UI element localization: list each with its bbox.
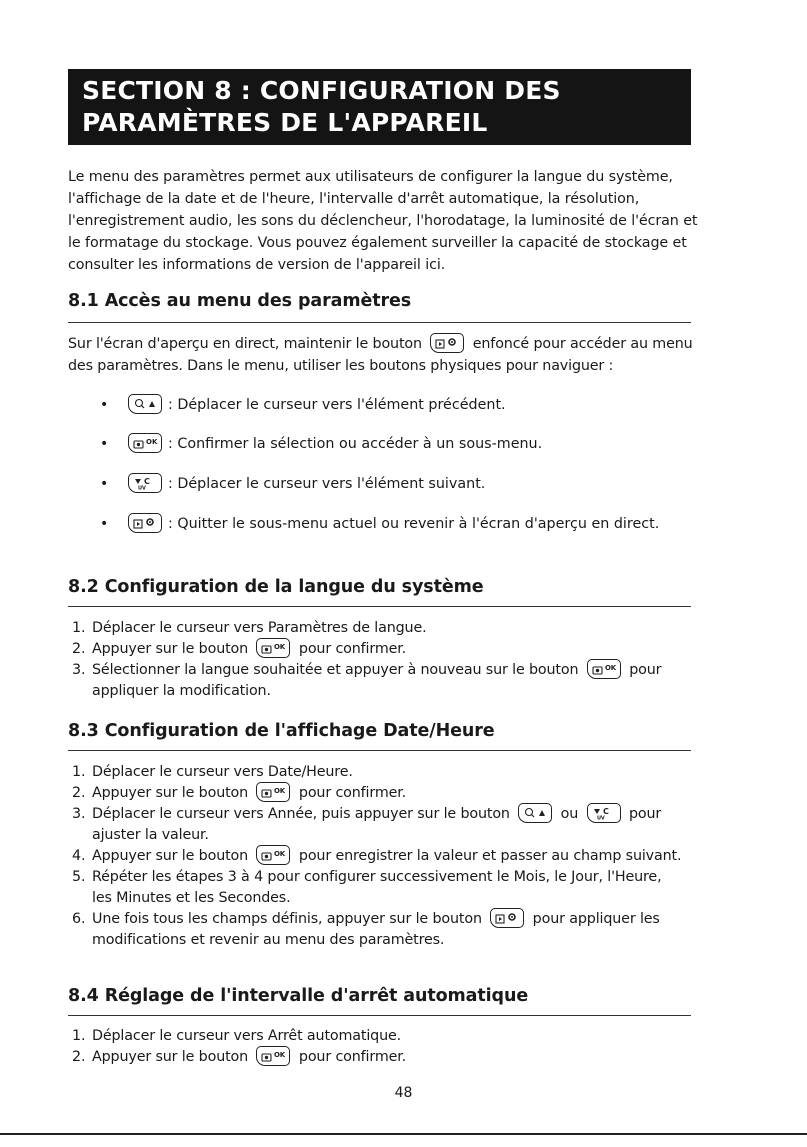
list-item: 6. Une fois tous les champs définis, appuyer sur le bouton pour appliquer les modifications et revenir au menu des paramètres. xyxy=(72,909,712,951)
list-8-2 xyxy=(72,618,712,702)
heading-8-2: 8.2 Configuration de la langue du système xyxy=(68,577,484,597)
bullet-4-text: : Quitter le sous-menu actuel ou revenir à l'écran d'aperçu en direct. xyxy=(168,516,660,532)
bullet-2 xyxy=(100,433,542,455)
list-item: 2. Appuyer sur le bouton OK pour confirmer. xyxy=(72,783,712,804)
bullet-1 xyxy=(100,394,506,416)
bullet-dot: • xyxy=(100,516,109,532)
svg-text:OK: OK xyxy=(274,1050,286,1059)
bullet-2-text: : Confirmer la sélection ou accéder à un sous-menu. xyxy=(168,436,543,452)
divider-8-1 xyxy=(68,322,691,323)
zoom-up-button-icon xyxy=(518,803,552,823)
play-gear-button-icon xyxy=(490,908,524,928)
page-number: 48 xyxy=(394,1085,413,1101)
bullet-3 xyxy=(100,473,485,495)
svg-text:OK: OK xyxy=(274,786,286,795)
ok-camera-button-icon xyxy=(587,659,621,679)
list-item: 2. Appuyer sur le bouton OK pour confirmer. xyxy=(72,639,712,660)
down-c-uv-button-icon xyxy=(587,803,621,823)
svg-text:OK: OK xyxy=(604,663,616,672)
svg-text:UV: UV xyxy=(596,815,605,820)
intro-paragraph: Le menu des paramètres permet aux utilisateurs de configurer la langue du système, l'affichage de la date et de l'heure, l'intervalle d'arrêt automatique, la résolution, l'enregistrement audio, les sons du déclencheur, l'horodatage, la luminosité de l'écran et le formatage du stockage. Vous pouvez également surveiller la capacité de stockage et consulter les informations de version de l'appareil ici. xyxy=(68,169,698,273)
heading-8-3: 8.3 Configuration de l'affichage Date/Heure xyxy=(68,721,495,741)
svg-text:OK: OK xyxy=(274,849,286,858)
list-item: 3. Sélectionner la langue souhaitée et appuyer à nouveau sur le bouton OK pour appliquer la modification. xyxy=(72,660,712,702)
p81-after: enfoncé pour accéder au menu des paramètres. Dans le menu, utiliser les boutons physiques pour naviguer : xyxy=(68,336,693,374)
bullet-4 xyxy=(100,513,659,535)
c-label: C xyxy=(144,476,150,486)
footer-rule xyxy=(0,1133,807,1135)
svg-text:C: C xyxy=(602,806,609,816)
bullet-3-text: : Déplacer le curseur vers l'élément suivant. xyxy=(168,476,486,492)
list-item: 2. Appuyer sur le bouton OK pour confirmer. xyxy=(72,1047,712,1068)
uv-label: UV xyxy=(138,485,146,490)
list-item: 4. Appuyer sur le bouton OK pour enregistrer la valeur et passer au champ suivant. xyxy=(72,846,712,867)
bullet-1-text: : Déplacer le curseur vers l'élément précédent. xyxy=(168,397,506,413)
list-item: 1. Déplacer le curseur vers Date/Heure. xyxy=(72,764,353,780)
heading-8-1: 8.1 Accès au menu des paramètres xyxy=(68,291,412,311)
ok-camera-button-icon xyxy=(256,845,290,865)
divider-8-4 xyxy=(68,1015,691,1016)
heading-8-4: 8.4 Réglage de l'intervalle d'arrêt automatique xyxy=(68,986,529,1006)
bullet-dot: • xyxy=(100,476,109,492)
bullet-dot: • xyxy=(100,436,109,452)
play-gear-button-icon xyxy=(128,513,162,533)
list-item: 1. Déplacer le curseur vers Arrêt automatique. xyxy=(72,1028,402,1044)
zoom-up-button-icon xyxy=(128,394,162,414)
ok-camera-button-icon xyxy=(256,1046,290,1066)
section-title-line2: PARAMÈTRES DE L'APPAREIL xyxy=(82,108,488,137)
list-8-4 xyxy=(72,1026,712,1068)
divider-8-3 xyxy=(68,750,691,751)
down-c-uv-button-icon xyxy=(128,473,162,493)
play-gear-button-icon xyxy=(430,333,464,353)
p81-before: Sur l'écran d'aperçu en direct, maintenir le bouton xyxy=(68,336,422,352)
svg-text:OK: OK xyxy=(274,642,286,651)
paragraph-8-1 xyxy=(68,333,708,377)
list-item: 3. Déplacer le curseur vers Année, puis appuyer sur le bouton ou C UV pour ajuster la valeur. xyxy=(72,804,712,846)
list-8-3 xyxy=(72,762,712,951)
ok-camera-button-icon xyxy=(256,638,290,658)
divider-8-2 xyxy=(68,606,691,607)
list-item: 1. Déplacer le curseur vers Paramètres de langue. xyxy=(72,620,427,636)
section-title-line1: SECTION 8 : CONFIGURATION DES xyxy=(82,76,561,105)
ok-camera-button-icon xyxy=(256,782,290,802)
section-title-banner xyxy=(68,69,691,145)
ok-camera-button-icon xyxy=(128,433,162,453)
list-item: 5. Répéter les étapes 3 à 4 pour configurer successivement le Mois, le Jour, l'Heure, les Minutes et les Secondes. xyxy=(72,869,662,906)
ok-label: OK xyxy=(146,437,158,446)
bullet-dot: • xyxy=(100,397,109,413)
